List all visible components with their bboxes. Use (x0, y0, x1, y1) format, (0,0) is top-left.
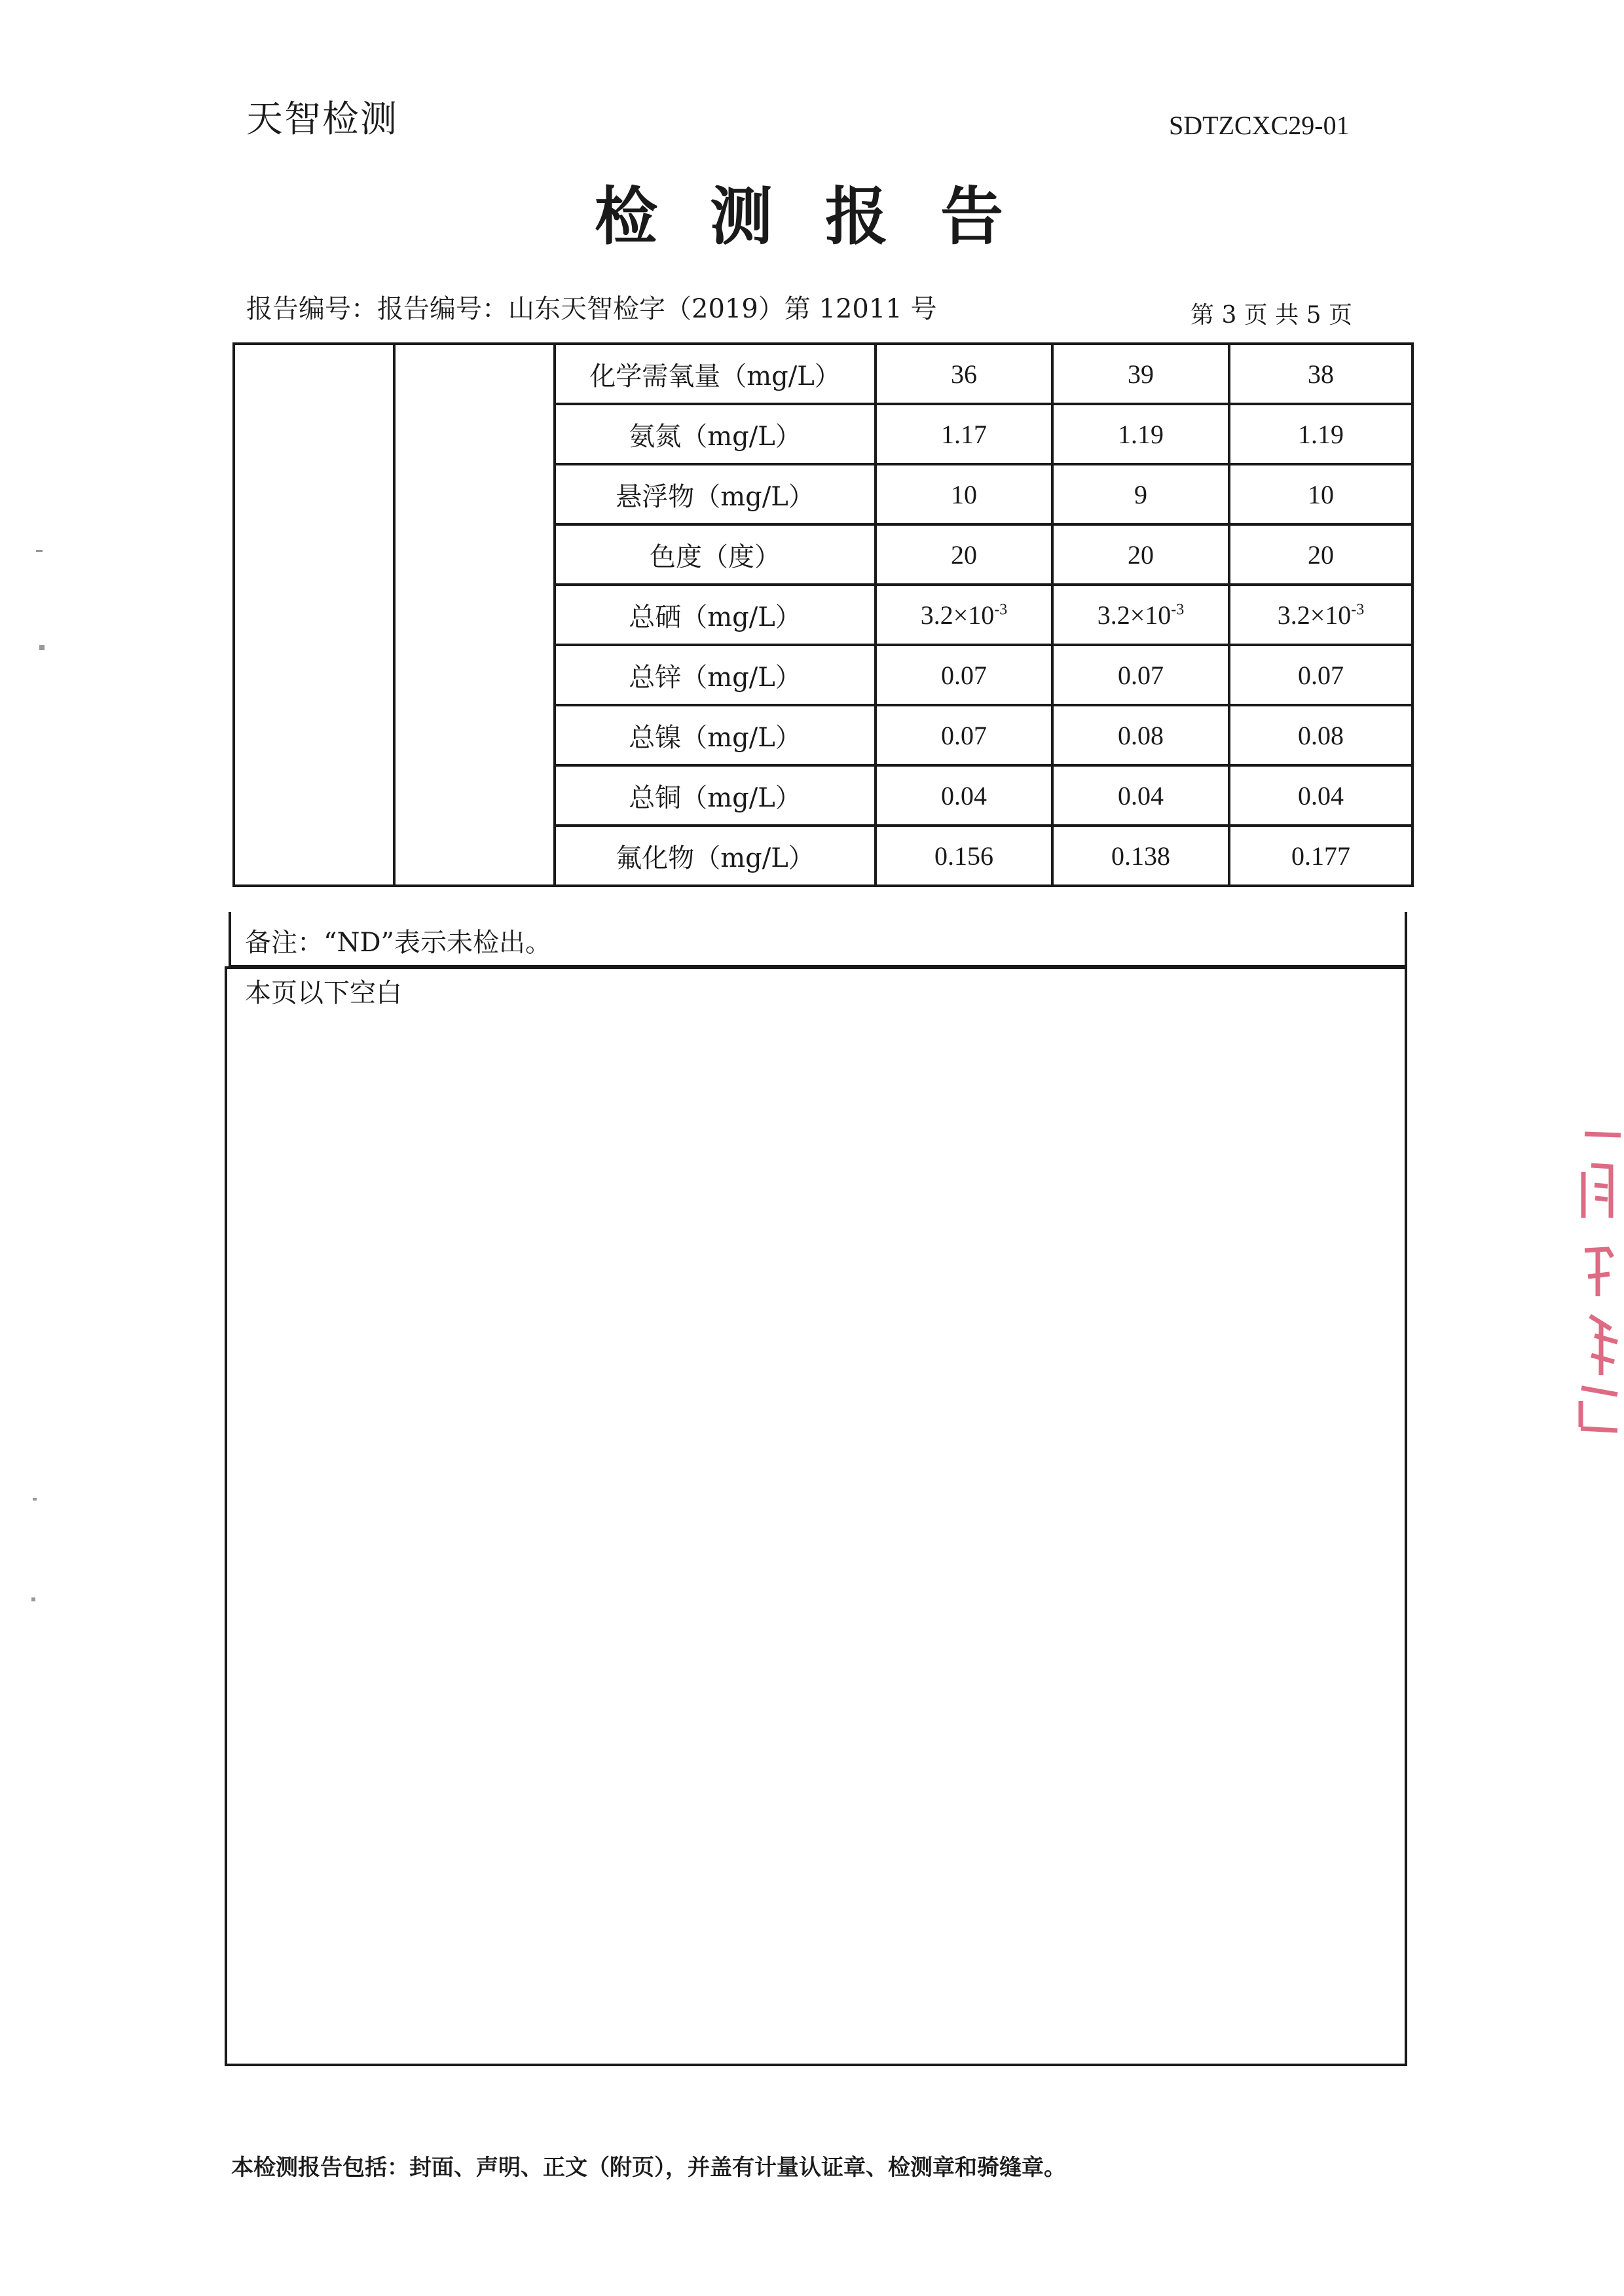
value-text: 0.07 (1298, 660, 1344, 690)
value-cell (1052, 765, 1229, 826)
scan-speck (39, 645, 45, 650)
value-cell (1052, 705, 1229, 765)
value-cell (1229, 404, 1412, 464)
value-exponent: -3 (1171, 601, 1185, 619)
document-code: SDTZCXC29-01 (1169, 111, 1350, 140)
results-table (232, 342, 1414, 887)
parameter-cell: 悬浮物（mg/L） (555, 464, 876, 524)
value-text: 0.07 (941, 720, 987, 750)
value-cell (1229, 705, 1412, 765)
value-text: 0.04 (1118, 780, 1164, 811)
value-cell (1229, 645, 1412, 705)
value-exponent: -3 (1351, 601, 1365, 619)
value-text: 0.07 (1118, 660, 1164, 690)
value-text: 3.2×10 (1277, 600, 1352, 630)
value-text: 0.156 (934, 841, 993, 871)
value-cell (1052, 344, 1229, 404)
value-cell (1229, 826, 1412, 886)
value-cell (1229, 464, 1412, 524)
value-cell (876, 705, 1052, 765)
scan-speck (33, 1498, 37, 1501)
value-text: 0.04 (941, 780, 987, 811)
blank-area (225, 966, 1407, 2066)
value-text: 0.177 (1291, 841, 1350, 871)
remark-text: 备注：“ND”表示未检出。 (245, 928, 551, 958)
parameter-cell: 总硒（mg/L） (555, 585, 876, 645)
value-text: 0.08 (1298, 720, 1344, 750)
parameter-cell: 化学需氧量（mg/L） (555, 344, 876, 404)
value-text: 1.19 (1118, 419, 1164, 449)
value-cell (1052, 585, 1229, 645)
footer-note: 本检测报告包括：封面、声明、正文（附页），并盖有计量认证章、检测章和骑缝章。 (231, 2155, 1066, 2181)
blank-note: 本页以下空白 (245, 978, 402, 1008)
value-text: 3.2×10 (920, 600, 995, 630)
value-cell (876, 826, 1052, 886)
value-text: 20 (951, 539, 977, 570)
value-cell (1052, 524, 1229, 585)
company-name: 天智检测 (246, 98, 398, 141)
value-text: 3.2×10 (1097, 600, 1172, 630)
seam-stamp-icon (1572, 1126, 1624, 1434)
value-cell (1229, 585, 1412, 645)
value-cell (876, 585, 1052, 645)
scan-speck (36, 550, 43, 552)
value-cell (1052, 404, 1229, 464)
blank-cell-1 (234, 344, 394, 886)
parameter-cell: 总镍（mg/L） (555, 705, 876, 765)
parameter-cell: 氨氮（mg/L） (555, 404, 876, 464)
value-text: 9 (1134, 479, 1147, 509)
value-text: 0.07 (941, 660, 987, 690)
parameter-cell: 氟化物（mg/L） (555, 826, 876, 886)
value-text: 20 (1128, 539, 1154, 570)
value-exponent: -3 (994, 601, 1008, 619)
value-cell (876, 645, 1052, 705)
parameter-cell: 色度（度） (555, 524, 876, 585)
parameter-cell: 总铜（mg/L） (555, 765, 876, 826)
value-cell (1052, 645, 1229, 705)
value-cell (876, 765, 1052, 826)
value-cell (1229, 765, 1412, 826)
page-title: 检测报告 (595, 180, 1056, 253)
value-text: 10 (1308, 479, 1334, 509)
value-text: 0.138 (1111, 841, 1170, 871)
value-cell (876, 344, 1052, 404)
value-text: 39 (1128, 359, 1154, 389)
value-cell (876, 464, 1052, 524)
table-row (234, 344, 1412, 404)
value-cell (1229, 344, 1412, 404)
value-cell (876, 524, 1052, 585)
page-number: 第 3 页 共 5 页 (1190, 302, 1353, 329)
value-cell (876, 404, 1052, 464)
value-text: 20 (1308, 539, 1334, 570)
value-text: 1.17 (941, 419, 987, 449)
report-number: 报告编号：报告编号：山东天智检字（2019）第 12011 号 (246, 294, 937, 324)
value-text: 1.19 (1298, 419, 1344, 449)
value-cell (1052, 464, 1229, 524)
value-text: 38 (1308, 359, 1334, 389)
parameter-cell: 总锌（mg/L） (555, 645, 876, 705)
blank-cell-2 (394, 344, 555, 886)
scan-speck (31, 1597, 35, 1601)
value-text: 0.08 (1118, 720, 1164, 750)
value-cell (1052, 826, 1229, 886)
value-text: 10 (951, 479, 977, 509)
value-cell (1229, 524, 1412, 585)
value-text: 36 (951, 359, 977, 389)
value-text: 0.04 (1298, 780, 1344, 811)
